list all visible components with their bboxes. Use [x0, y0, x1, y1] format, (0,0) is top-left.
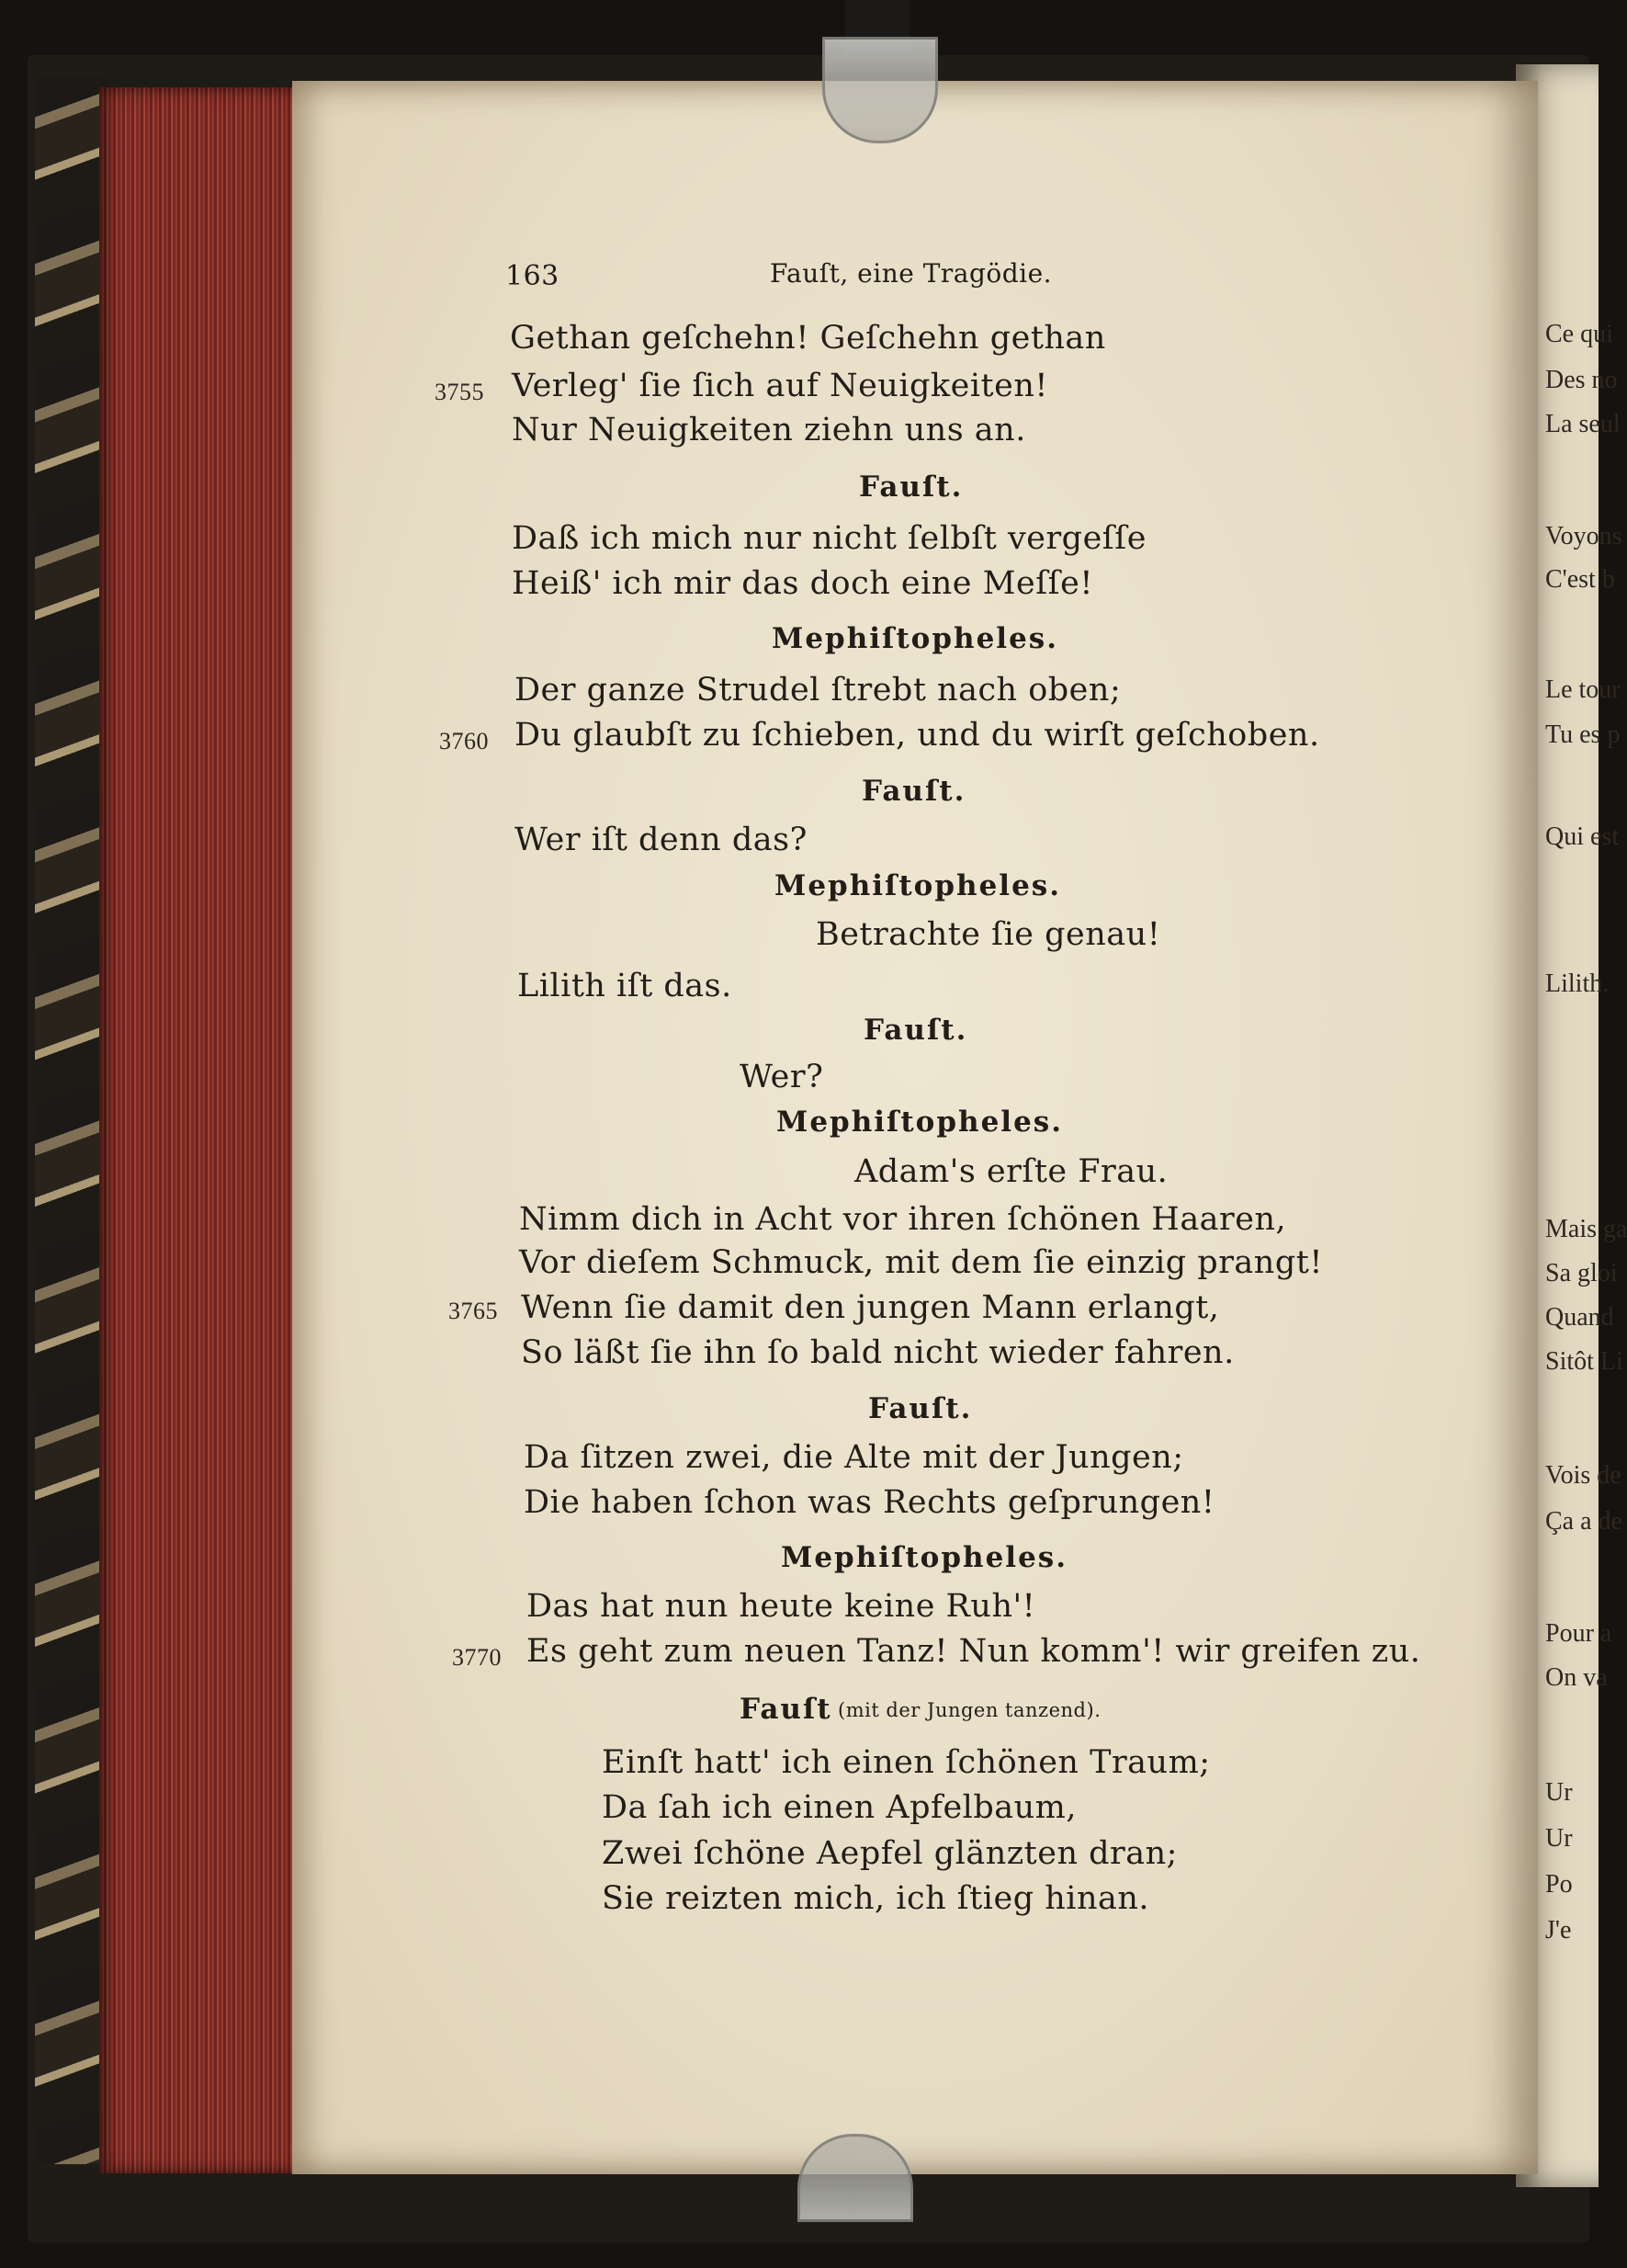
page-number: 163 — [505, 260, 559, 292]
speaker-name: Fauſt. — [864, 1014, 968, 1047]
facing-text: Ur — [1545, 1778, 1573, 1807]
verse-line: Es geht zum neuen Tanz! Nun komm'! wir greifen zu. — [526, 1633, 1421, 1670]
page-block-edge — [99, 87, 312, 2173]
facing-text: Voyons — [1545, 522, 1622, 550]
facing-text: Tu es p — [1545, 720, 1621, 749]
top-page-clip — [822, 37, 938, 143]
verse-line: Die haben ſchon was Rechts geſprungen! — [524, 1484, 1215, 1521]
facing-text: La seul — [1545, 410, 1621, 438]
facing-text: Vois de — [1545, 1461, 1621, 1490]
verse-line: Nimm dich in Acht vor ihren ſchönen Haaren, — [519, 1201, 1287, 1238]
facing-text: C'est b — [1545, 565, 1615, 594]
facing-text: Sitôt Li — [1545, 1347, 1623, 1376]
line-number: 3760 — [439, 728, 489, 754]
speaker-name: Mephiſtopheles. — [772, 622, 1059, 655]
facing-text: Ça a de — [1545, 1507, 1622, 1536]
speaker-name: Mephiſtopheles. — [776, 1106, 1064, 1139]
verse-line: Betrachte ſie genau! — [816, 916, 1161, 953]
facing-text: Quand — [1545, 1303, 1614, 1332]
verse-line: Gethan geſchehn! Geſchehn gethan — [510, 320, 1106, 357]
verse-line: So läßt ſie ihn ſo bald nicht wieder fahren. — [521, 1334, 1235, 1371]
facing-text: Des no — [1545, 366, 1618, 394]
facing-text: Qui est — [1545, 822, 1620, 851]
verse-line: Sie reizten mich, ich ſtieg hinan. — [602, 1880, 1150, 1917]
speaker-name: Fauſt. — [862, 775, 966, 808]
verse-line: Adam's erſte Frau. — [854, 1153, 1169, 1190]
verse-line: Nur Neuigkeiten ziehn uns an. — [512, 412, 1026, 448]
verse-line: Verleg' ſie ſich auf Neuigkeiten! — [512, 368, 1048, 404]
facing-text: On va — [1545, 1663, 1608, 1692]
speaker-name: Mephiſtopheles. — [781, 1541, 1068, 1574]
verse-line: Einſt hatt' ich einen ſchönen Traum; — [602, 1744, 1211, 1781]
verse-line: Vor dieſem Schmuck, mit dem ſie einzig prangt! — [519, 1244, 1323, 1281]
line-number: 3755 — [435, 379, 484, 405]
verse-line: Wer? — [740, 1059, 824, 1095]
verse-line: Da ſitzen zwei, die Alte mit der Jungen; — [524, 1439, 1184, 1476]
facing-text: Pour a — [1545, 1619, 1612, 1648]
facing-text: Po — [1545, 1870, 1573, 1899]
verse-line: Daß ich mich nur nicht ſelbſt vergeſſe — [512, 520, 1147, 557]
verse-line: Du glaubſt zu ſchieben, und du wirſt geſchoben. — [514, 717, 1320, 754]
verse-line: Da ſah ich einen Apfelbaum, — [602, 1789, 1078, 1826]
marbled-endpaper — [35, 78, 108, 2164]
line-number: 3765 — [448, 1298, 498, 1324]
verse-line: Heiß' ich mir das doch eine Meſſe! — [512, 565, 1093, 602]
facing-text: Lilith. — [1545, 970, 1610, 998]
line-number: 3770 — [452, 1644, 502, 1671]
facing-text: Ur — [1545, 1824, 1573, 1853]
speaker-name: Mephiſtopheles. — [774, 869, 1062, 902]
facing-text: Le tour — [1545, 675, 1621, 704]
verse-line: Der ganze Strudel ſtrebt nach oben; — [514, 672, 1122, 709]
verse-line: Wer iſt denn das? — [514, 822, 808, 858]
stage-direction: (mit der Jungen tanzend). — [838, 1699, 1102, 1721]
verse-line: Lilith iſt das. — [517, 968, 732, 1004]
speaker-name: Fauſt. — [859, 471, 964, 504]
facing-text: Ce qui — [1545, 320, 1613, 348]
verse-line: Zwei ſchöne Aepfel glänzten dran; — [602, 1835, 1178, 1872]
speaker-name: Fauſt — [740, 1693, 832, 1726]
verse-line: Das hat nun heute keine Ruh'! — [526, 1588, 1036, 1625]
running-title: Fauſt, eine Tragödie. — [770, 258, 1053, 289]
facing-text: J'e — [1545, 1916, 1572, 1945]
facing-text: Sa gloi — [1545, 1259, 1618, 1287]
verse-line: Wenn ſie damit den jungen Mann erlangt, — [521, 1289, 1220, 1326]
facing-text: Mais ga — [1545, 1215, 1627, 1243]
speaker-name: Fauſt. — [868, 1392, 973, 1425]
